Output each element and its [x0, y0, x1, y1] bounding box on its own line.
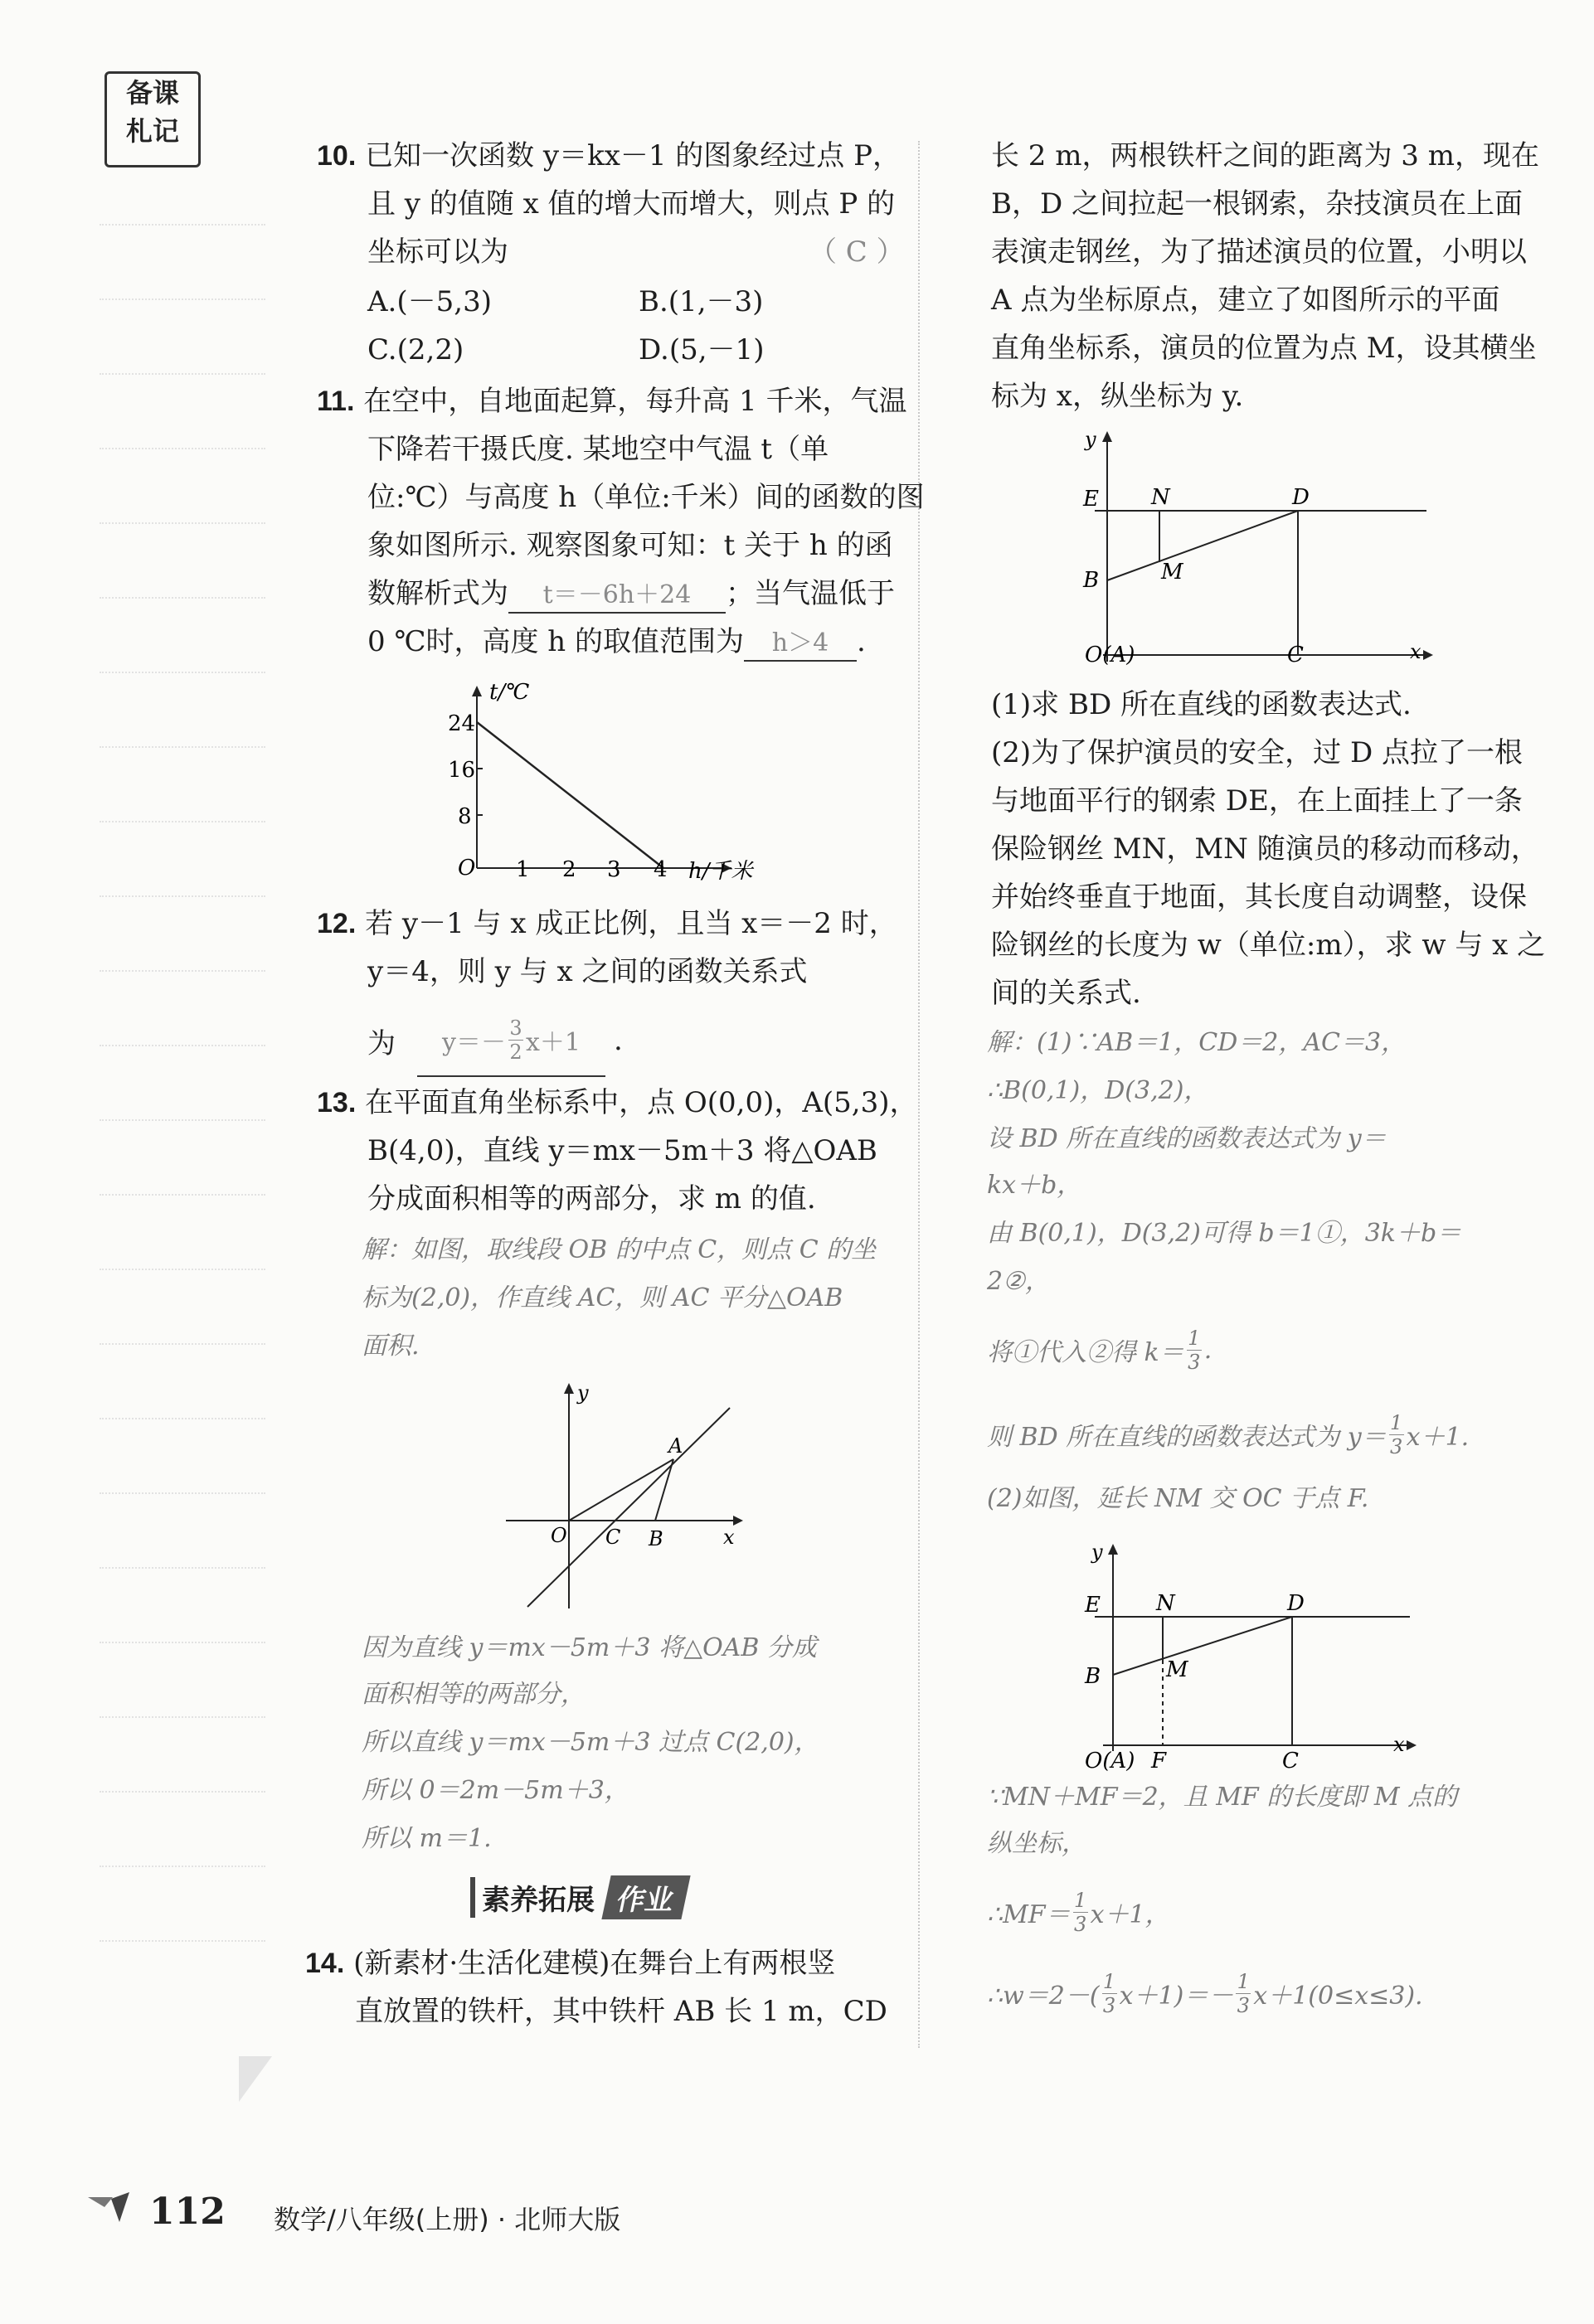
q13-fig-x: x [723, 1526, 735, 1549]
q14-p2e: 险钢丝的长度为 w（单位:m），求 w 与 x 之 [991, 929, 1546, 962]
q10-line2: 且 y 的值随 x 值的增大而增大，则点 P 的 [367, 187, 896, 221]
page-number: 112 [149, 2191, 226, 2233]
q13-line2: B(4,0)，直线 y＝mx－5m＋3 将△OAB [367, 1134, 877, 1167]
fig2-E: E [1085, 1593, 1101, 1618]
q14-p2d: 并始终垂直于地面，其长度自动调整，设保 [991, 881, 1527, 914]
q13-fig-A: A [668, 1434, 683, 1458]
fig1-C: C [1287, 643, 1304, 667]
q11-blank1: t＝－6h＋24 [508, 579, 726, 614]
q13-sol2: 标为(2,0)，作直线 AC，则 AC 平分△OAB [362, 1283, 843, 1312]
q14-p1: (1)求 BD 所在直线的函数表达式. [991, 688, 1412, 721]
q14-r1: 长 2 m，两根铁杆之间的距离为 3 m，现在 [991, 139, 1539, 172]
q14-s4: kx＋b， [987, 1171, 1082, 1200]
q12-blank: y＝－ 3 2 x＋1 [417, 1004, 605, 1077]
q14-figure-2 [1070, 1534, 1443, 1774]
fig1-N: N [1151, 485, 1170, 510]
q14-p2a: (2)为了保护演员的安全，过 D 点拉了一根 [991, 736, 1524, 769]
q14-s2: ∴B(0,1)，D(3,2)， [987, 1076, 1209, 1105]
q14-r3: 表演走钢丝，为了描述演员的位置，小明以 [991, 235, 1527, 269]
fig2-M: M [1166, 1657, 1188, 1682]
q11-y-tick-16: 16 [448, 758, 476, 783]
q14-s1: 解：(1)∵AB＝1，CD＝2，AC＝3， [987, 1028, 1407, 1057]
fig1-D: D [1292, 485, 1310, 510]
q13-line3: 分成面积相等的两部分，求 m 的值. [367, 1182, 816, 1215]
section-tag: 作业 [601, 1875, 690, 1919]
q11-line2: 下降若干摄氏度. 某地空中气温 t（单 [367, 433, 829, 466]
q11-line5: 数解析式为 t＝－6h＋24 ；当气温低于 [367, 577, 895, 614]
q14-line2: 直放置的铁杆，其中铁杆 AB 长 1 m，CD [355, 1995, 887, 2028]
fig1-B: B [1083, 568, 1100, 593]
q12-line3: 为 y＝－ 3 2 x＋1 . [367, 1003, 623, 1078]
fig1-y: y [1085, 428, 1096, 451]
fig1-O: O(A) [1085, 643, 1135, 667]
q11-blank2: h＞4 [744, 627, 857, 662]
q13-sol4: 因为直线 y＝mx－5m＋3 将△OAB 分成 [362, 1633, 817, 1662]
q11-line6: 0 ℃时，高度 h 的取值范围为 h＞4 . [367, 625, 866, 662]
fig1-M: M [1161, 560, 1183, 585]
q14-line1: 14. (新素材·生活化建模)在舞台上有两根竖 [305, 1947, 836, 1980]
q14-s10: ∵MN＋MF＝2，且 MF 的长度即 M 点的 [987, 1783, 1458, 1812]
notes-stamp [104, 71, 201, 167]
q11-y-tick-24: 24 [448, 711, 476, 736]
q11-x-tick-4: 4 [654, 857, 668, 882]
q10-answer: （ C ） [809, 235, 905, 269]
q14-p2c: 保险钢丝 MN，MN 随演员的移动而移动， [991, 832, 1539, 866]
q11-origin: O [458, 856, 476, 881]
q13-fig-B: B [649, 1527, 663, 1550]
corner-decoration [239, 2056, 280, 2106]
q10-line1: 10. 已知一次函数 y＝kx－1 的图象经过点 P， [317, 139, 901, 172]
q10-option-a: A.(－5,3) [367, 285, 492, 318]
column-divider [918, 141, 920, 2048]
q10-option-c: C.(2,2) [367, 333, 464, 366]
q11-x-tick-3: 3 [607, 857, 621, 882]
fig1-E: E [1083, 487, 1099, 512]
fig2-N: N [1156, 1591, 1175, 1616]
q14-r6: 标为 x，纵坐标为 y. [991, 380, 1244, 413]
fig2-x: x [1393, 1733, 1405, 1756]
fig2-y: y [1091, 1540, 1103, 1564]
q11-line3: 位:℃）与高度 h（单位:千米）间的函数的图 [367, 481, 925, 514]
q14-p2f: 间的关系式. [991, 977, 1141, 1010]
q10-line3: 坐标可以为 [367, 235, 508, 269]
q10-option-b: B.(1,－3) [639, 285, 764, 318]
q14-s5: 由 B(0,1)，D(3,2)可得 b＝1①，3k＋b＝ [987, 1219, 1462, 1248]
stamp-line2: 札记 [125, 115, 179, 147]
q13-line1: 13. 在平面直角坐标系中，点 O(0,0)，A(5,3)， [317, 1086, 918, 1119]
q11-line1: 11. 在空中，自地面起算，每升高 1 千米，气温 [317, 385, 907, 418]
fig2-D: D [1287, 1591, 1305, 1616]
q14-r2: B，D 之间拉起一根钢索，杂技演员在上面 [991, 187, 1524, 221]
q14-p2b: 与地面平行的钢索 DE，在上面挂上了一条 [991, 784, 1523, 818]
q14-s8: 则 BD 所在直线的函数表达式为 y＝ 1 3 x＋1. [987, 1410, 1470, 1458]
q13-fig-C: C [605, 1526, 621, 1549]
q14-s7: 将①代入②得 k＝ 1 3 . [987, 1326, 1213, 1374]
stamp-line1: 备课 [125, 77, 179, 109]
q11-x-label: h/千米 [688, 859, 753, 884]
q11-line4: 象如图所示. 观察图象可知：t 关于 h 的函 [367, 529, 893, 562]
q13-sol1: 解：如图，取线段 OB 的中点 C，则点 C 的坐 [362, 1235, 877, 1264]
q11-y-tick-8: 8 [458, 804, 472, 829]
q14-figure-1 [1070, 421, 1443, 678]
q14-s12: ∴MF＝ 1 3 x＋1， [987, 1888, 1170, 1936]
section-header [470, 1875, 686, 1919]
q13-figure [498, 1376, 746, 1617]
fig2-B: B [1085, 1664, 1101, 1689]
section-title: 素养拓展 [470, 1877, 601, 1918]
q13-sol7: 所以 0＝2m－5m＋3， [362, 1776, 629, 1805]
footer-logo-icon [80, 2189, 138, 2230]
q14-s3: 设 BD 所在直线的函数表达式为 y＝ [987, 1124, 1387, 1153]
q13-sol6: 所以直线 y＝mx－5m＋3 过点 C(2,0)， [362, 1728, 819, 1757]
fig2-O: O(A) [1085, 1749, 1135, 1773]
q14-s11: 纵坐标， [987, 1829, 1086, 1858]
q11-y-label: t/℃ [489, 680, 530, 705]
q11-x-tick-1: 1 [516, 857, 530, 882]
q14-s9: (2)如图，延长 NM 交 OC 于点 F. [987, 1484, 1369, 1513]
q14-r5: 直角坐标系，演员的位置为点 M，设其横坐 [991, 332, 1537, 365]
q10-option-d: D.(5,－1) [639, 333, 765, 366]
book-title: 数学/八年级(上册) · 北师大版 [274, 2204, 621, 2235]
q12-line1: 12. 若 y－1 与 x 成正比例，且当 x＝－2 时， [317, 907, 897, 940]
q12-line2: y＝4，则 y 与 x 之间的函数关系式 [367, 955, 808, 988]
q13-fig-y: y [577, 1381, 589, 1405]
q11-graph [440, 676, 771, 891]
q13-sol3: 面积. [362, 1332, 420, 1361]
q11-x-tick-2: 2 [562, 857, 576, 882]
fig2-F: F [1151, 1749, 1167, 1773]
fig1-x: x [1410, 640, 1421, 663]
q14-s6: 2②， [987, 1267, 1050, 1296]
q14-s13: ∴w＝2－( 1 3 x＋1)＝－ 1 3 x＋1(0≤x≤3). [987, 1969, 1423, 2017]
fig2-C: C [1282, 1749, 1299, 1773]
q13-sol5: 面积相等的两部分， [362, 1680, 586, 1709]
q13-sol8: 所以 m＝1. [362, 1824, 492, 1853]
q13-fig-O: O [551, 1524, 567, 1547]
q14-r4: A 点为坐标原点，建立了如图所示的平面 [991, 284, 1500, 317]
